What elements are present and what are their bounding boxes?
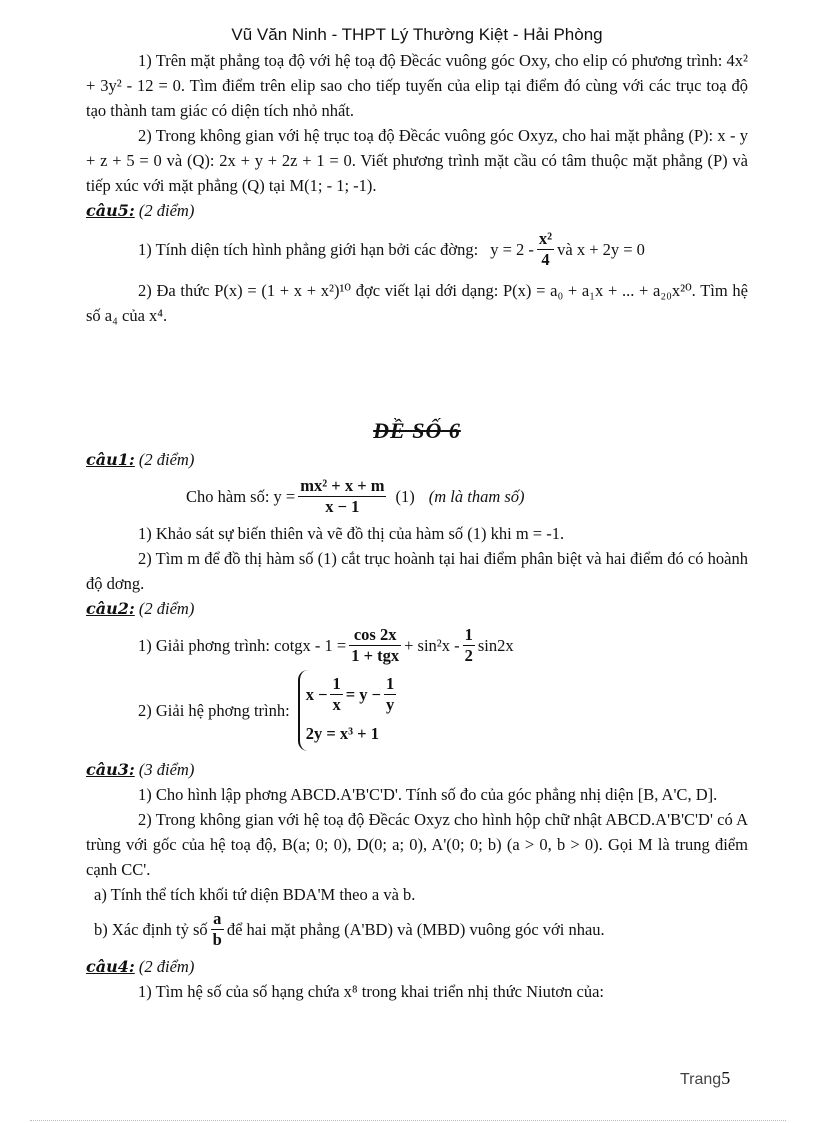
q5-item1-fraction — [537, 229, 554, 270]
q3-sub-b-fraction — [211, 909, 224, 950]
q1-note: (m là tham số) — [428, 487, 525, 506]
fraction-numerator: cos 2x — [349, 625, 401, 646]
fraction-numerator: a — [211, 909, 224, 930]
question-1-function — [86, 476, 748, 517]
question-3-item-1: 1) Cho hình lập phơng ABCD.A'B'C'D'. Tính số đo của góc phẳng nhị diện [B, A'C, D]. — [138, 785, 718, 804]
question-1-points: (2 điểm) — [138, 450, 195, 469]
fraction-denominator: 2 — [464, 646, 473, 665]
question-2-label: câu2: — [86, 599, 135, 618]
q2-item1-mid: + sin²x - — [404, 636, 460, 655]
question-4-label: câu4: — [86, 957, 135, 976]
q2-item1-half — [463, 625, 475, 666]
system-fraction-1 — [330, 674, 342, 715]
question-5-label: câu5: — [86, 201, 135, 220]
prev-item-2: 2) Trong không gian với hệ trục toạ độ Đềcác vuông góc Oxyz, cho hai mặt phẳng (P): x - y + z + 5 = 0 và (Q): 2x + y + 2z + 1 = 0. Viết phương trình mặt cầu có tâm thuộc mặt phẳng (P) và tiếp xúc với mặt phẳng (Q) tại M(1; - 1; -1). — [86, 126, 748, 195]
system-fraction-2 — [384, 674, 396, 715]
question-3-points: (3 điểm) — [138, 760, 195, 779]
fraction-numerator: mx² + x + m — [300, 476, 385, 495]
question-2-points: (2 điểm) — [138, 599, 195, 618]
question-2-item-2 — [86, 670, 748, 751]
exam-title-wrap — [86, 418, 748, 445]
fraction-denominator: x − 1 — [325, 497, 360, 516]
system-row-1-a: x − — [305, 684, 328, 704]
question-3-label: câu3: — [86, 760, 135, 779]
question-3-sub-b — [86, 909, 748, 950]
exam-title: ĐỀ SỐ 6 — [373, 418, 461, 443]
fraction-numerator: 1 — [386, 674, 395, 693]
fraction-numerator: x² — [538, 229, 553, 248]
page-bottom-divider — [30, 1120, 786, 1121]
page-content — [86, 22, 748, 1004]
q2-item1-end: sin2x — [477, 636, 514, 655]
equation-system — [298, 670, 400, 751]
q1-intro: Cho hàm số: y = — [186, 487, 296, 506]
fraction-numerator: 1 — [464, 625, 473, 644]
question-5-points: (2 điểm) — [138, 201, 195, 220]
question-1-label: câu1: — [86, 450, 135, 469]
q5-item1-eq-left: y = 2 - — [490, 240, 534, 259]
page-footer — [680, 1068, 730, 1089]
q5-item1-eq-right: và x + 2y = 0 — [557, 240, 645, 259]
system-row-1 — [306, 674, 400, 715]
page-header: Vũ Văn Ninh - THPT Lý Thường Kiệt - Hải Phòng — [231, 25, 603, 44]
question-5-item-1 — [86, 229, 748, 270]
q2-item1-text: 1) Giải phơng trình: cotgx - 1 = — [138, 636, 347, 655]
question-5-heading — [86, 198, 748, 223]
fraction-numerator: 1 — [332, 674, 341, 693]
system-row-2: 2y = x³ + 1 — [305, 724, 379, 743]
question-3-item-2: 2) Trong không gian với hệ toạ độ Đềcác Oxyz cho hình hộp chữ nhật ABCD.A'B'C'D' có A trùng với gốc của hệ toạ độ, B(a; 0; 0), D(0; a; 0), A'(0; 0; b) (a > 0, b > 0). Gọi M là trung điểm cạnh CC'. — [86, 810, 748, 879]
fraction-denominator: 1 + tgx — [351, 646, 400, 665]
fraction-denominator: y — [386, 695, 395, 714]
q1-tag: (1) — [395, 487, 415, 506]
question-4-item-1: 1) Tìm hệ số của số hạng chứa x⁸ trong khai triển nhị thức Niutơn của: — [138, 982, 604, 1001]
question-3-sub-a: a) Tính thể tích khối tứ diện BDA'M theo a và b. — [94, 885, 416, 904]
q1-fraction — [298, 476, 386, 517]
question-1-heading — [86, 447, 748, 472]
q3-sub-b-post: để hai mặt phẳng (A'BD) và (MBD) vuông góc với nhau. — [226, 920, 605, 939]
question-2-item-1 — [86, 625, 748, 666]
fraction-denominator: 4 — [541, 250, 550, 269]
footer-label: Trang — [680, 1071, 722, 1088]
q2-item1-fraction — [349, 625, 401, 666]
fraction-denominator: b — [212, 930, 222, 949]
question-5-item-2: 2) Đa thức P(x) = (1 + x + x²)¹⁰ đợc viết lại dới dạng: P(x) = a₀ + a₁x + ... + a₂₀x²⁰. Tìm hệ số a₄ của x⁴. — [86, 281, 748, 325]
question-4-heading — [86, 954, 748, 979]
q3-sub-b-pre: b) Xác định tỷ số — [94, 920, 208, 939]
question-1-item-1: 1) Khảo sát sự biến thiên và vẽ đồ thị của hàm số (1) khi m = -1. — [138, 524, 565, 543]
question-3-heading — [86, 757, 748, 782]
q5-item1-text: 1) Tính diện tích hình phẳng giới hạn bởi các đờng: — [138, 240, 479, 259]
q2-item2-text: 2) Giải hệ phơng trình: — [138, 701, 290, 720]
question-4-points: (2 điểm) — [138, 957, 195, 976]
page-number: 5 — [721, 1068, 731, 1088]
fraction-denominator: x — [332, 695, 341, 714]
question-1-item-2: 2) Tìm m để đồ thị hàm số (1) cắt trục hoành tại hai điểm phân biệt và hai điểm đó có hoành độ dơng. — [86, 549, 748, 593]
prev-item-1: 1) Trên mặt phẳng toạ độ với hệ toạ độ Đềcác vuông góc Oxy, cho elip có phương trình: 4x² + 3y² - 12 = 0. Tìm điểm trên elip sao cho tiếp tuyến của elip tại điểm đó cùng với các trục toạ độ tạo thành tam giác có diện tích nhỏ nhất. — [86, 51, 748, 120]
system-row-1-b: = y − — [345, 684, 382, 704]
question-2-heading — [86, 596, 748, 621]
